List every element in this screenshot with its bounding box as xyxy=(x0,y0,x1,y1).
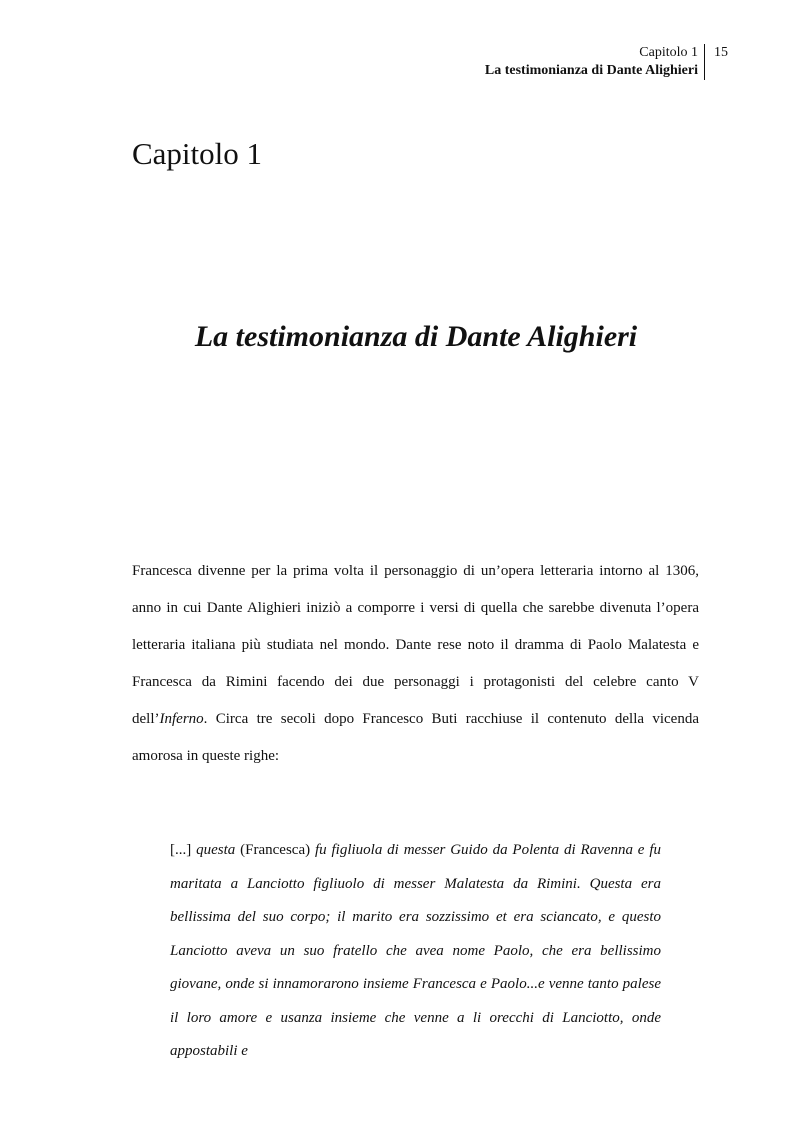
body-text-italic-title: Inferno xyxy=(159,711,204,727)
running-header-title: La testimonianza di Dante Alighieri xyxy=(484,63,698,78)
header-divider xyxy=(704,44,705,80)
running-header-chapter: Capitolo 1 xyxy=(639,45,698,60)
body-paragraph xyxy=(132,553,699,775)
quote-parenthetical: (Francesca) xyxy=(235,842,315,858)
body-text-part2: . Circa tre secoli dopo Francesco Buti racchiuse il contenuto della vicenda amorosa in queste righe: xyxy=(132,711,699,764)
quote-text: fu figliuola di messer Guido da Polenta di Ravenna e fu maritata a Lanciotto figliuolo di messer Malatesta da Rimini. Questa era bellissima del suo corpo; il marito era sozzissimo et era sciancato, e questo Lanciotto aveva un suo fratello che avea nome Paolo, che era bellissimo giovane, onde si innamorarono insieme Francesca e Paolo...e venne tanto palese il loro amore e usanza insieme che venne a li orecchi di Lanciotto, onde appostabili e xyxy=(170,842,661,1059)
chapter-label: Capitolo 1 xyxy=(132,136,263,171)
quote-ellipsis: [...] xyxy=(170,842,197,858)
page-number: 15 xyxy=(714,45,728,60)
quote-questa: questa xyxy=(196,842,236,858)
chapter-title: La testimonianza di Dante Alighieri xyxy=(194,320,638,353)
running-header xyxy=(485,44,698,80)
block-quote xyxy=(170,834,661,1069)
body-text-part1: Francesca divenne per la prima volta il personaggio di un’opera letteraria intorno al 1306, anno in cui Dante Alighieri iniziò a comporre i versi di quella che sarebbe divenuta l’opera letteraria italiana più studiata nel mondo. Dante rese noto il dramma di Paolo Malatesta e Francesca da Rimini facendo dei due personaggi i protagonisti del celebre canto V dell’ xyxy=(132,563,699,727)
